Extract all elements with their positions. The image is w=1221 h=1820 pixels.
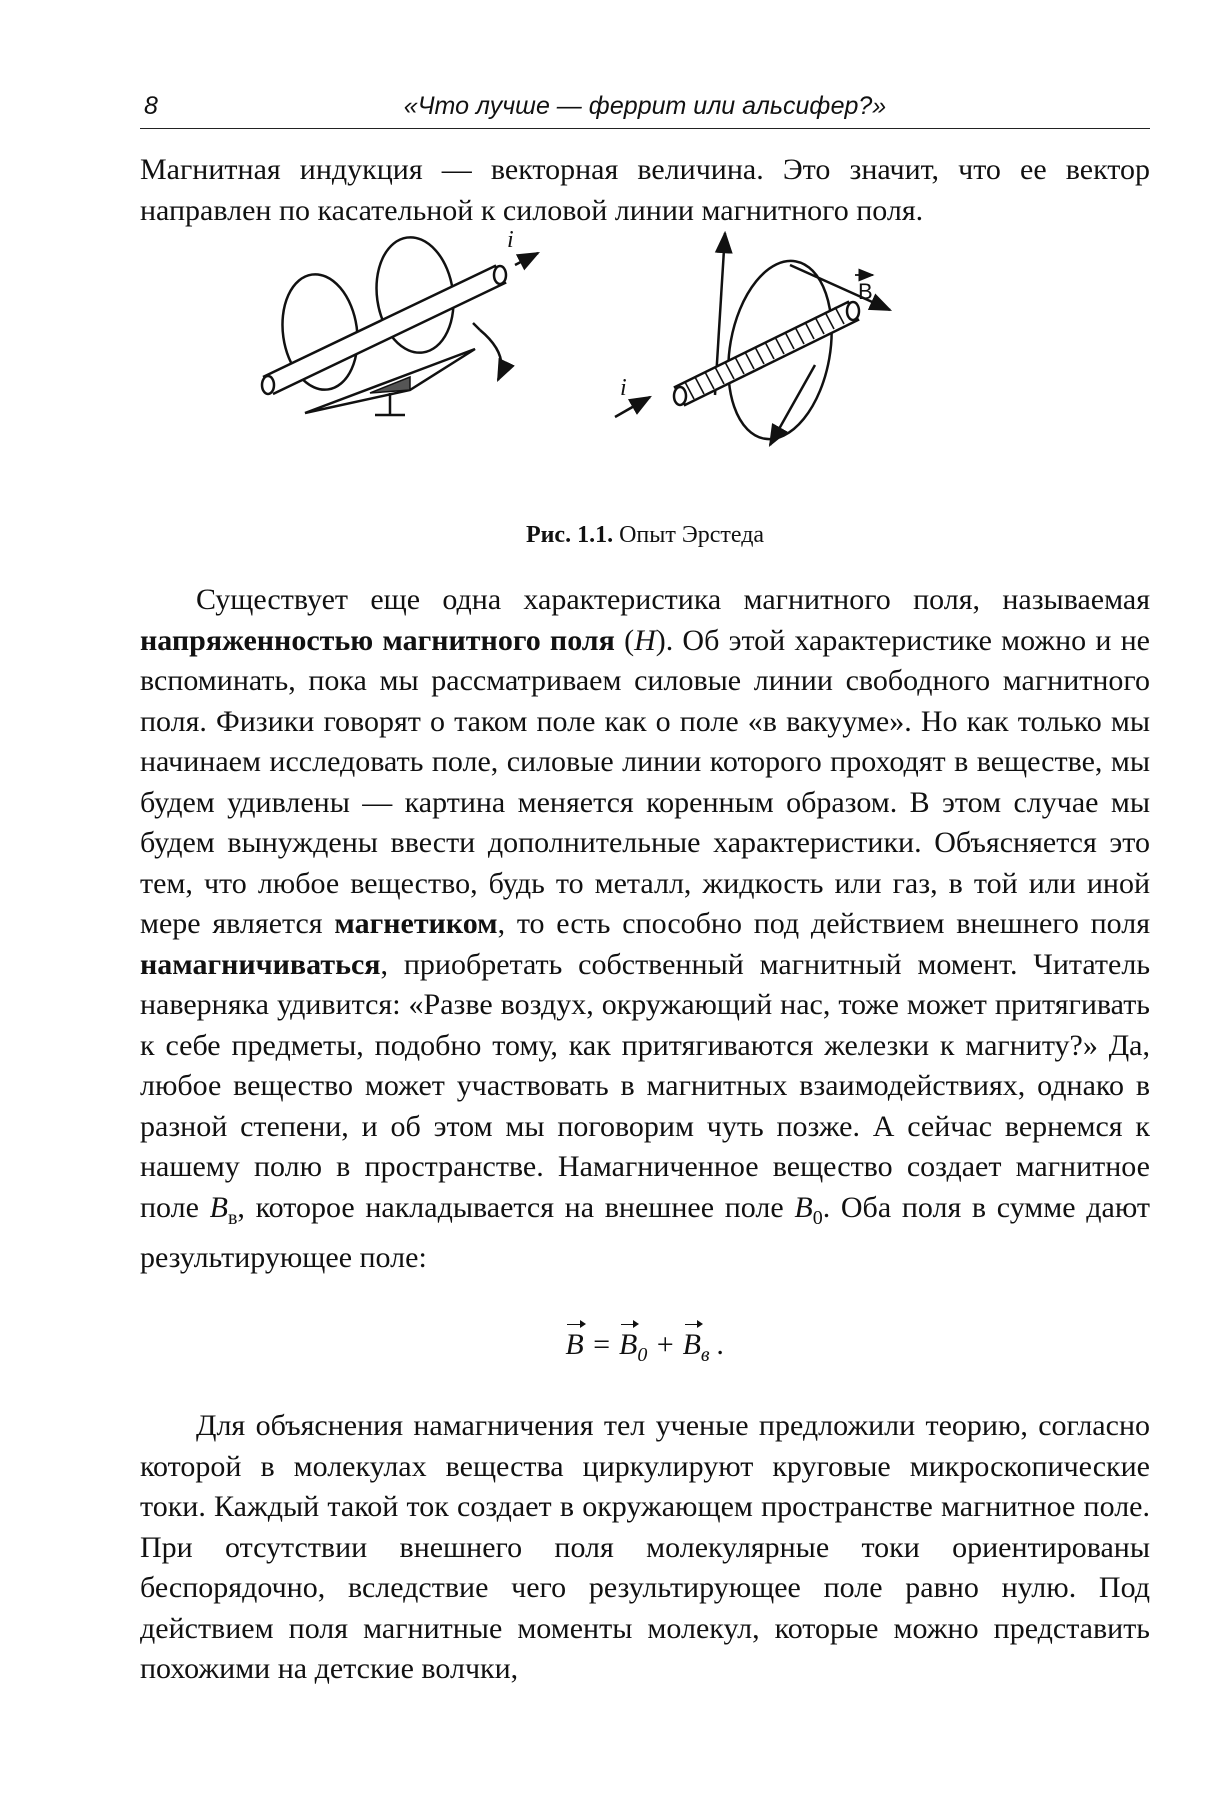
text-run: , которое накладывается на внешнее поле	[237, 1190, 795, 1224]
symbol-h: H	[634, 623, 656, 657]
caption-text: Опыт Эрстеда	[619, 522, 765, 548]
subscript: в	[700, 1344, 710, 1366]
vector-b-arrow	[790, 265, 890, 310]
equals-sign: =	[583, 1328, 619, 1361]
bold-term-magnetize: намагничиваться	[140, 947, 381, 981]
caption-number: Рис. 1.1.	[525, 522, 614, 548]
current-arrow-left	[515, 253, 538, 265]
label-current-right: i	[620, 375, 627, 401]
text-run: (	[614, 623, 635, 657]
running-header	[140, 88, 1150, 129]
text-run: Существует еще одна характеристика магнитного поля, называемая	[196, 583, 1150, 616]
period: .	[709, 1328, 725, 1361]
subscript: 0	[637, 1344, 648, 1366]
deflection-arrow	[480, 330, 501, 380]
vector-bv: B	[682, 1328, 701, 1361]
bold-term-field-strength: напряженностью магнитного поля	[140, 623, 615, 657]
figure-caption	[140, 522, 1150, 549]
paragraph-3: Для объяснения намагничения тел ученые предложили теорию, согласно которой в молекулах вещества циркулируют круговые микроскопические токи. Каждый такой ток создает в окружающем пространстве магнитное поле. При отсутствии внешнего поля молекулярные токи ориентированы беспорядочно, вследствие чего результирующее поле равно нулю. Под действием поля магнитные моменты молекул, которые можно представить похожими на детские волчки,	[140, 1409, 1150, 1685]
text-run: ). Об этой характеристике можно и не вспоминать, пока мы рассматриваем силовые линии свободного магнитного поля. Физики говорят о таком поле как о поле «в вакууме». Но как только мы начинаем исследовать поле, силовые линии которого проходят в веществе, мы будем удивлены — картина меняется коренным образом. В этом случае мы будем вынуждены ввести дополнительные характеристики. Объясняется это тем, что любое вещество, будь то металл, жидкость или газ, в той или иной мере является	[140, 623, 1150, 940]
oersted-experiment-figure	[270, 227, 1030, 500]
formula-resulting-field	[140, 1328, 1150, 1367]
paragraph-1: Магнитная индукция — векторная величина. Это значит, что ее вектор направлен по касательной к силовой линии магнитного поля.	[140, 153, 1150, 227]
running-title: «Что лучше — феррит или альсифер?»	[403, 92, 887, 120]
subscript: 0	[812, 1206, 823, 1229]
left-apparatus	[262, 232, 538, 415]
paragraph-2	[140, 580, 1150, 1279]
symbol-b: B	[209, 1190, 228, 1224]
straight-wire	[263, 266, 505, 394]
right-apparatus	[615, 233, 890, 447]
label-vector-b: B	[858, 279, 873, 304]
tangent-arrow-down	[770, 365, 815, 445]
bold-term-magnetic: магнетиком	[334, 907, 498, 940]
text-run: . Оба поля в сумме дают результирующее поле:	[140, 1190, 1150, 1274]
symbol-b: B	[794, 1190, 813, 1224]
vector-b: B	[565, 1328, 584, 1361]
plus-sign: +	[647, 1328, 683, 1361]
subscript: в	[227, 1206, 238, 1229]
text-run: , приобретать собственный магнитный момент. Читатель наверняка удивится: «Разве воздух, окружающий нас, тоже может притягивать к себе предметы, подобно тому, как притягиваются железки к магниту?» Да, любое вещество может участвовать в магнитных взаимодействиях, однако в разной степени, и об этом мы поговорим чуть позже. А сейчас вернемся к нашему полю в пространстве. Намагниченное вещество создает магнитное поле	[140, 947, 1150, 1224]
label-current-left: i	[507, 227, 514, 253]
vector-b0: B	[618, 1328, 638, 1361]
wire-end	[262, 376, 274, 394]
text-run: , то есть способно под действием внешнего поля	[497, 907, 1150, 940]
page-number: 8	[144, 92, 158, 120]
